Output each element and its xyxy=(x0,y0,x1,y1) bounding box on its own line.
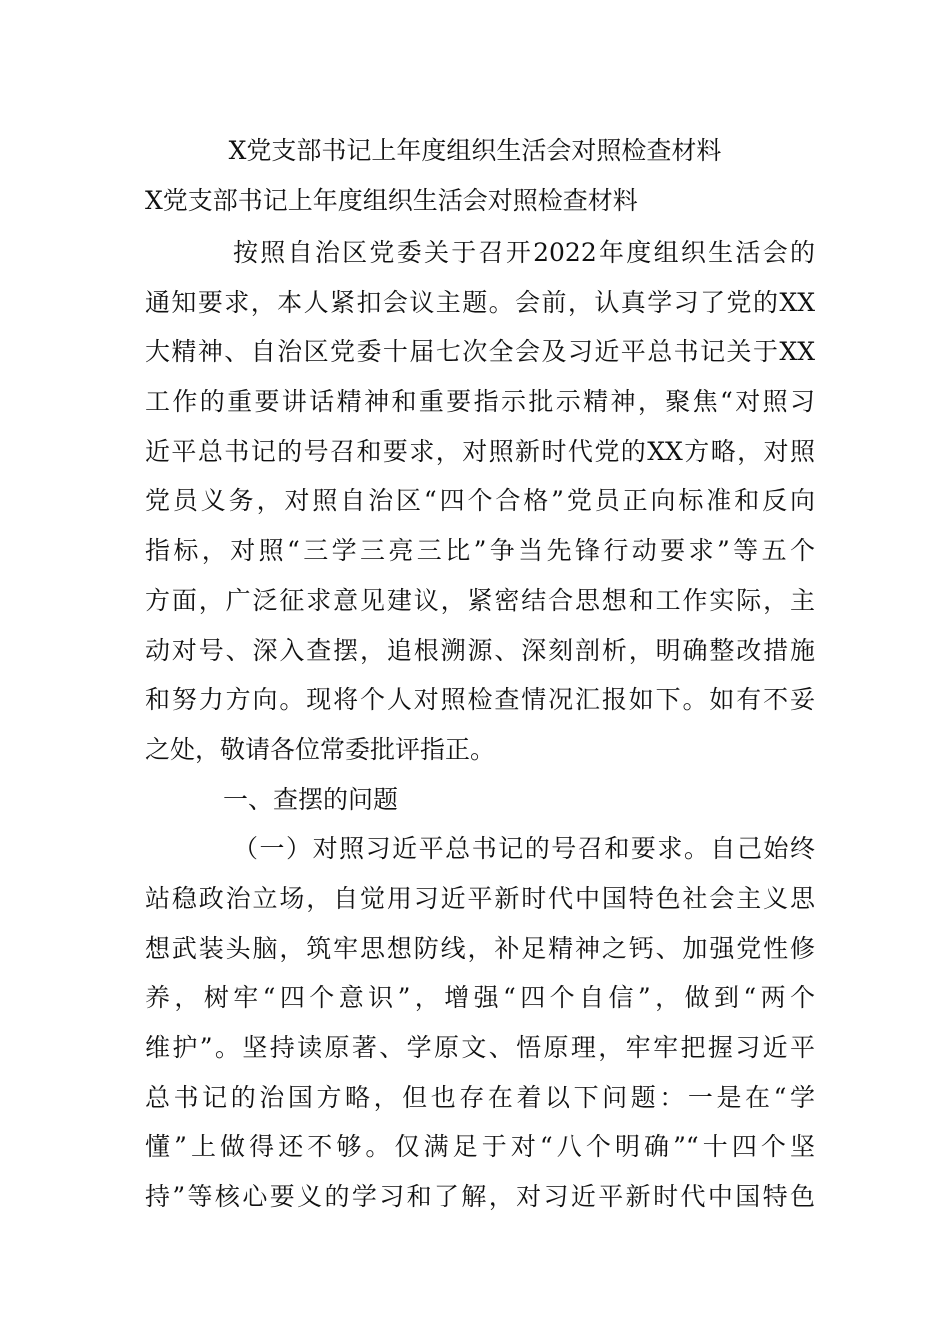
paragraph-1-line: 近平总书记的号召和要求，对照新时代党的XX方略，对照 xyxy=(145,436,815,466)
paragraph-2-line: 持”等核心要义的学习和了解，对习近平新时代中国特色 xyxy=(145,1182,815,1212)
paragraph-2-line: （一）对照习近平总书记的号召和要求。自己始终 xyxy=(233,834,815,864)
paragraph-2-line: 懂”上做得还不够。仅满足于对“八个明确”“十四个坚 xyxy=(145,1132,815,1162)
paragraph-1-line: 大精神、自治区党委十届七次全会及习近平总书记关于XX xyxy=(145,337,815,367)
paragraph-2-line: 维护”。坚持读原著、学原文、悟原理，牢牢把握习近平 xyxy=(145,1033,815,1062)
paragraph-1-line: 指标，对照“三学三亮三比”争当先锋行动要求”等五个 xyxy=(145,536,815,566)
paragraph-2-line: 想武装头脑，筑牢思想防线，补足精神之钙、加强党性修 xyxy=(145,933,815,963)
paragraph-2-line: 养，树牢“四个意识”，增强“四个自信”，做到“两个 xyxy=(145,983,815,1013)
paragraph-2-line: 站稳政治立场，自觉用习近平新时代中国特色社会主义思 xyxy=(145,883,815,913)
document-title-centered: X党支部书记上年度组织生活会对照检查材料 xyxy=(228,136,722,165)
paragraph-1-line: 和努力方向。现将个人对照检查情况汇报如下。如有不妥 xyxy=(145,685,815,715)
paragraph-1-line: 按照自治区党委关于召开2022年度组织生活会的 xyxy=(233,238,815,267)
paragraph-1-line: 通知要求，本人紧扣会议主题。会前，认真学习了党的XX xyxy=(145,287,815,317)
paragraph-2-line: 总书记的治国方略，但也存在着以下问题：一是在“学 xyxy=(145,1082,815,1112)
section-heading: 一、查摆的问题 xyxy=(223,784,399,814)
document-title-left: X党支部书记上年度组织生活会对照检查材料 xyxy=(145,186,638,215)
paragraph-1-line: 党员义务，对照自治区“四个合格”党员正向标准和反向 xyxy=(145,486,815,516)
paragraph-1-line: 工作的重要讲话精神和重要指示批示精神，聚焦“对照习 xyxy=(145,387,815,417)
paragraph-1-line: 动对号、深入查摆，追根溯源、深刻剖析，明确整改措施 xyxy=(145,635,815,665)
document-body xyxy=(145,228,815,1222)
paragraph-1-line: 之处，敬请各位常委批评指正。 xyxy=(145,734,496,764)
paragraph-1-line: 方面，广泛征求意见建议，紧密结合思想和工作实际，主 xyxy=(145,585,815,615)
